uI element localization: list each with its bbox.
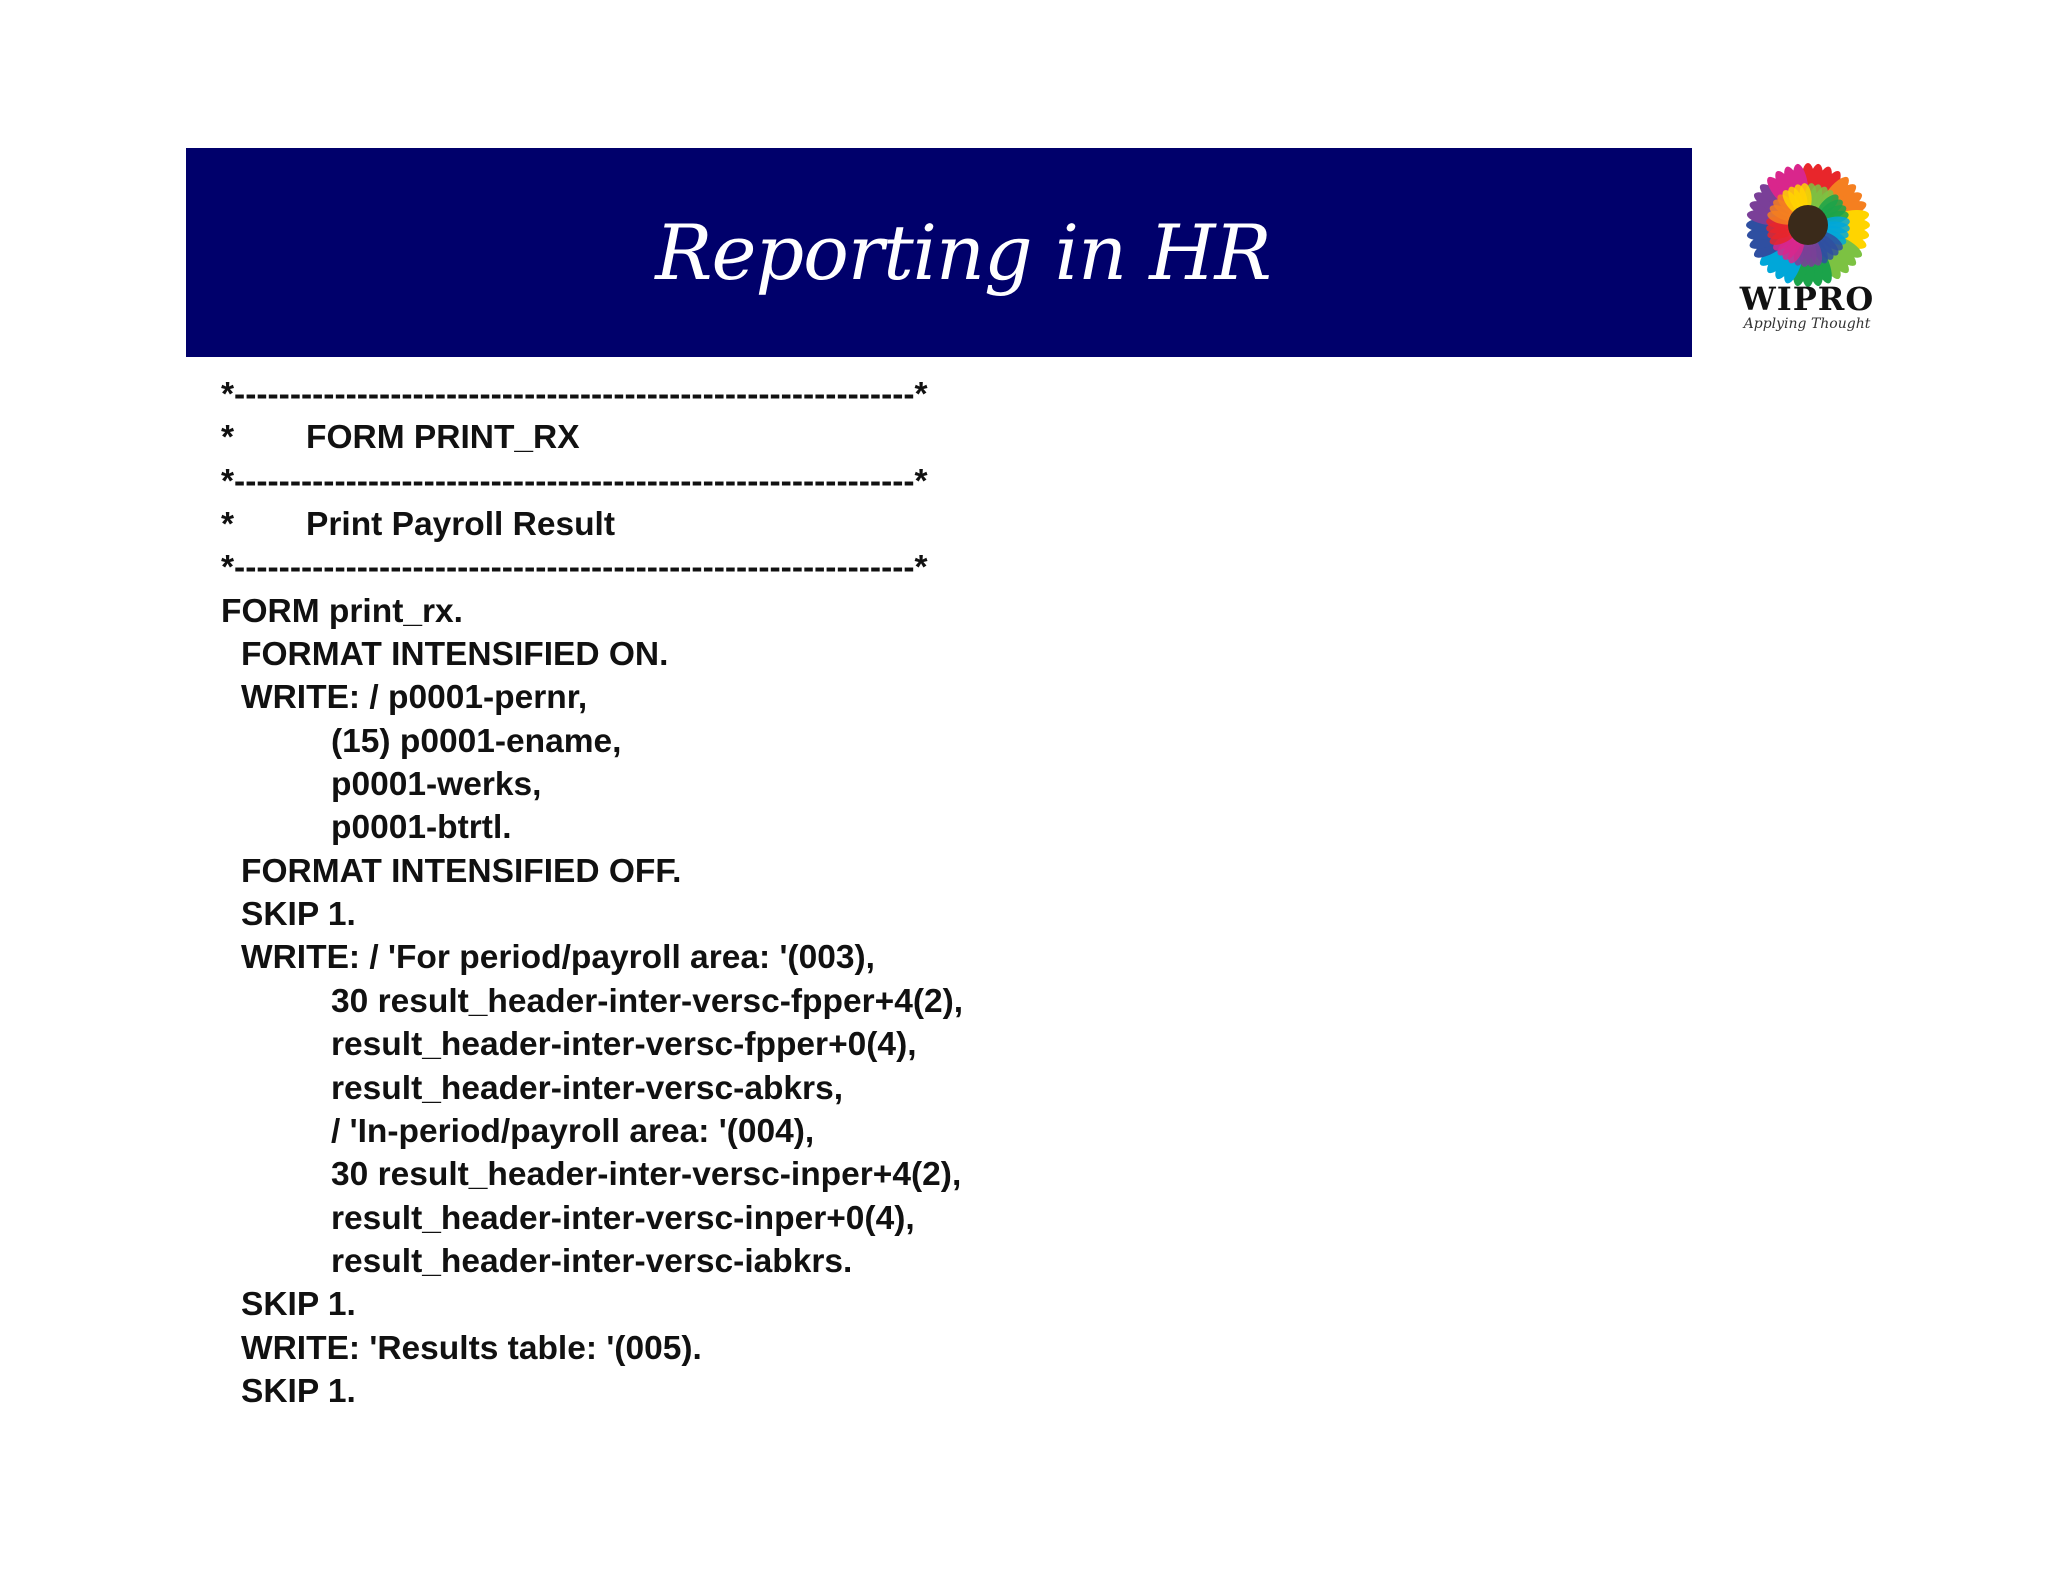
code-line: FORM print_rx. (221, 592, 463, 630)
code-line: FORMAT INTENSIFIED ON. (241, 636, 669, 674)
logo-flower-center (1788, 205, 1828, 245)
wipro-logo (1722, 160, 1892, 340)
comment-rule: *-------------------------------------------------------------* (221, 549, 928, 587)
comment-rule: *-------------------------------------------------------------* (221, 462, 928, 500)
code-line: result_header-inter-versc-abkrs, (331, 1069, 844, 1107)
abap-code-listing (221, 373, 963, 1413)
comment-star: * (221, 506, 235, 544)
code-line: 30 result_header-inter-versc-fpper+4(2), (331, 982, 964, 1020)
code-line: SKIP 1. (241, 1372, 356, 1410)
code-line: WRITE: / 'For period/payroll area: '(003), (241, 939, 875, 977)
code-line: result_header-inter-versc-iabkrs. (331, 1242, 853, 1280)
code-line: / 'In-period/payroll area: '(004), (331, 1112, 815, 1150)
comment-rule: *-------------------------------------------------------------* (221, 376, 928, 413)
slide-title-bar (186, 148, 1692, 357)
logo-wordmark: WIPRO (1739, 280, 1875, 318)
code-line: (15) p0001-ename, (331, 722, 622, 760)
purpose-comment: Print Payroll Result (306, 506, 616, 544)
comment-star: * (221, 419, 235, 457)
code-line: SKIP 1. (241, 896, 356, 934)
code-line: WRITE: / p0001-pernr, (241, 679, 588, 717)
code-line: 30 result_header-inter-versc-inper+4(2), (331, 1156, 962, 1194)
code-line: FORMAT INTENSIFIED OFF. (241, 852, 682, 890)
sunflower-logo-icon (1738, 160, 1878, 290)
code-line: SKIP 1. (241, 1286, 356, 1324)
slide-title: Reporting in HR (655, 208, 1271, 297)
code-line: p0001-werks, (331, 766, 542, 804)
code-line: WRITE: 'Results table: '(005). (241, 1329, 702, 1367)
comment-line (221, 503, 963, 546)
code-line: result_header-inter-versc-fpper+0(4), (331, 1026, 917, 1064)
code-line: p0001-btrtl. (331, 809, 512, 847)
logo-tagline: Applying Thought (1743, 316, 1871, 332)
comment-line (221, 416, 963, 459)
code-line: result_header-inter-versc-inper+0(4), (331, 1199, 915, 1237)
form-comment: FORM PRINT_RX (306, 419, 580, 457)
